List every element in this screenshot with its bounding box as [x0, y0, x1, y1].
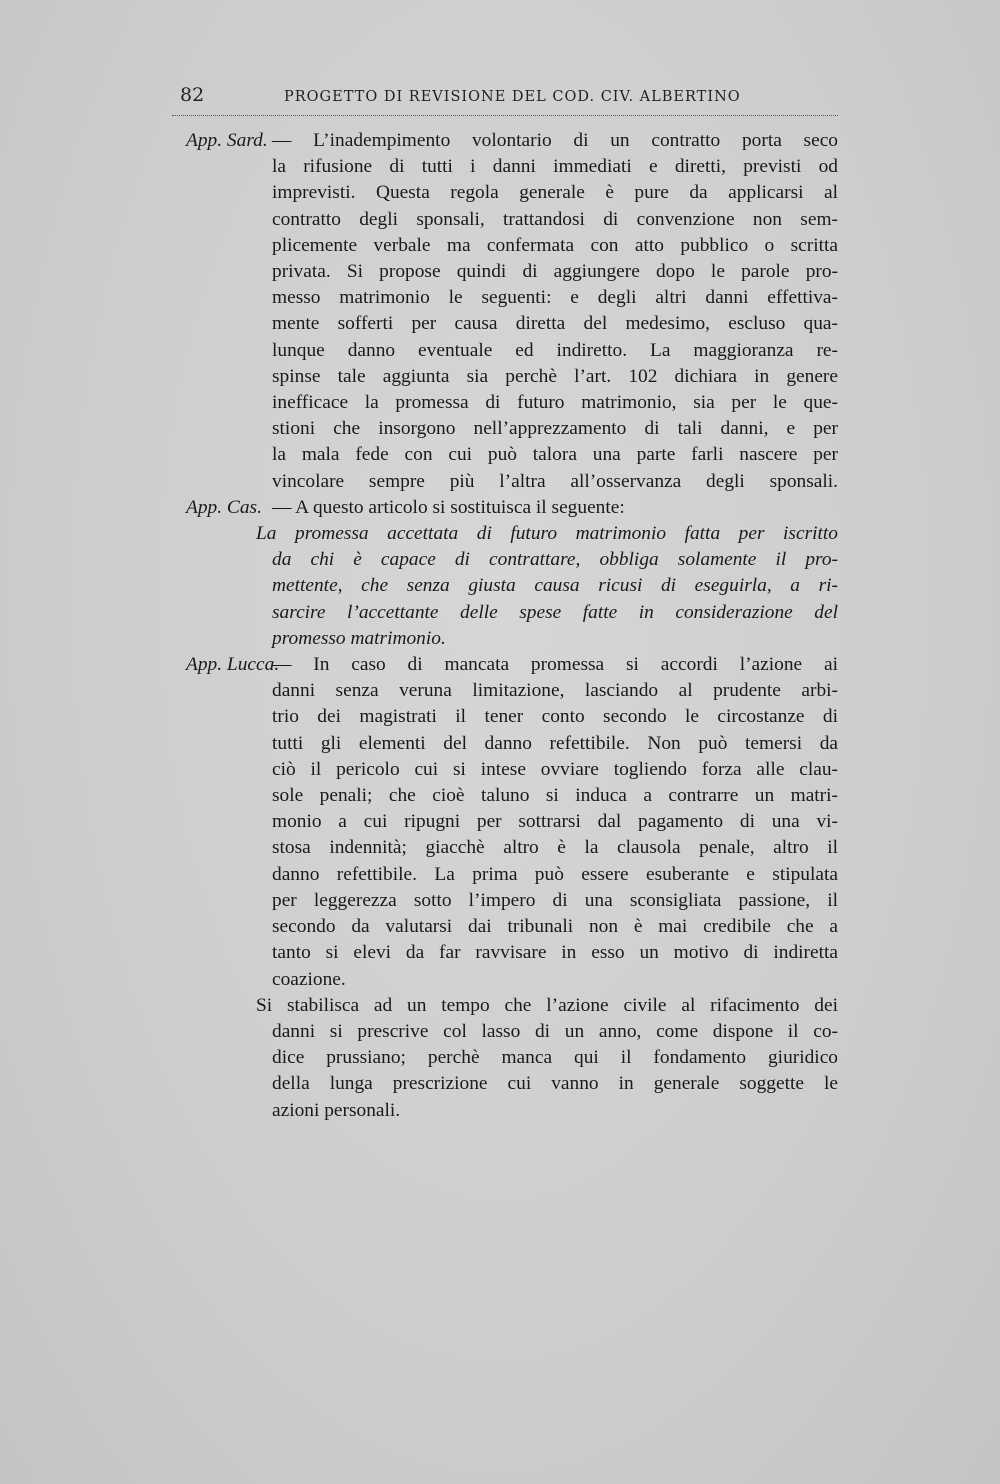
- text-line: ciò il pericolo cui si intese ovviare togliendo forza alle clau-: [272, 758, 838, 780]
- text-line: danni si prescrive col lasso di un anno, come dispone il co-: [272, 1020, 838, 1042]
- text-line: imprevisti. Questa regola generale è pure da applicarsi al: [272, 182, 838, 204]
- paragraph-app-cas: [186, 495, 838, 521]
- text-line: — A questo articolo si sostituisca il seguente:: [272, 496, 625, 518]
- text-line: lunque danno eventuale ed indiretto. La maggioranza re-: [272, 339, 838, 361]
- text-line: stosa indennità; giacchè altro è la clausola penale, altro il: [272, 837, 838, 859]
- text-line: messo matrimonio le seguenti: e degli altri danni effettiva-: [272, 287, 838, 309]
- text-line: — L’inadempimento volontario di un contratto porta seco: [272, 130, 838, 151]
- text-line: trio dei magistrati il tener conto secondo le circostanze di: [272, 706, 838, 728]
- paragraph-app-lucca: [186, 652, 838, 993]
- text-line: della lunga prescrizione cui vanno in generale soggette le: [272, 1073, 838, 1095]
- text-line: stioni che insorgono nell’apprezzamento di tali danni, e per: [272, 418, 838, 440]
- text-line: plicemente verbale ma confermata con atto pubblico o scritta: [272, 234, 838, 256]
- text-line: la mala fede con cui può talora una parte farli nascere per: [272, 444, 838, 466]
- text-line: promesso matrimonio.: [272, 627, 446, 649]
- paragraph-label: App. Sard.: [186, 130, 268, 151]
- paragraph-label: App. Lucca.: [186, 654, 280, 676]
- text-line: sarcire l’accettante delle spese fatte in considerazione del: [272, 601, 838, 623]
- page-number: 82: [180, 84, 205, 106]
- text-line: Si stabilisca ad un tempo che l’azione civile al rifacimento dei: [256, 994, 838, 1016]
- page-body: [186, 128, 838, 1124]
- text-line: danni senza veruna limitazione, lasciando al prudente arbi-: [272, 680, 838, 702]
- text-line: dice prussiano; perchè manca qui il fondamento giuridico: [272, 1047, 838, 1069]
- header-rule: [172, 115, 838, 116]
- text-line: — In caso di mancata promessa si accordi l’azione ai: [272, 654, 838, 676]
- text-line: tutti gli elementi del danno refettibile. Non può temersi da: [272, 732, 838, 754]
- text-line: mente sofferti per causa diretta del medesimo, escluso qua-: [272, 313, 838, 335]
- text-line: coazione.: [272, 968, 346, 990]
- paragraph-label: App. Cas.: [186, 496, 262, 518]
- text-line: la rifusione di tutti i danni immediati e diretti, previsti od: [272, 156, 838, 178]
- text-line: azioni personali.: [272, 1099, 401, 1121]
- text-line: contratto degli sponsali, trattandosi di convenzione non sem-: [272, 208, 838, 230]
- text-line: vincolare sempre più l’altra all’osservanza degli sponsali.: [272, 470, 838, 492]
- text-line: monio a cui ripugni per sottrarsi dal pagamento di una vi-: [272, 811, 838, 833]
- paragraph-proposed-article: [170, 521, 838, 652]
- text-line: secondo da valutarsi dai tribunali non è mai credibile che a: [272, 916, 838, 938]
- text-line: da chi è capace di contrattare, obbliga solamente il pro-: [272, 549, 838, 571]
- text-line: danno refettibile. La prima può essere esuberante e stipulata: [272, 863, 838, 885]
- page-header: [180, 84, 838, 114]
- text-line: sole penali; che cioè taluno si induca a contrarre un matri-: [272, 785, 838, 807]
- paragraph-app-sard: [186, 128, 838, 495]
- text-line: mettente, che senza giusta causa ricusi di eseguirla, a ri-: [272, 575, 838, 597]
- text-line: La promessa accettata di futuro matrimonio fatta per iscritto: [256, 523, 838, 545]
- text-line: per leggerezza sotto l’impero di una sconsigliata passione, il: [272, 889, 838, 911]
- text-line: inefficace la promessa di futuro matrimonio, sia per le que-: [272, 392, 838, 414]
- paragraph-prescription: [170, 993, 838, 1124]
- running-title: PROGETTO DI REVISIONE DEL COD. CIV. ALBERTINO: [284, 89, 741, 105]
- text-line: tanto si elevi da far ravvisare in esso un motivo di indiretta: [272, 942, 838, 964]
- text-line: privata. Si propose quindi di aggiungere dopo le parole pro-: [272, 261, 838, 283]
- text-line: spinse tale aggiunta sia perchè l’art. 102 dichiara in genere: [272, 365, 838, 387]
